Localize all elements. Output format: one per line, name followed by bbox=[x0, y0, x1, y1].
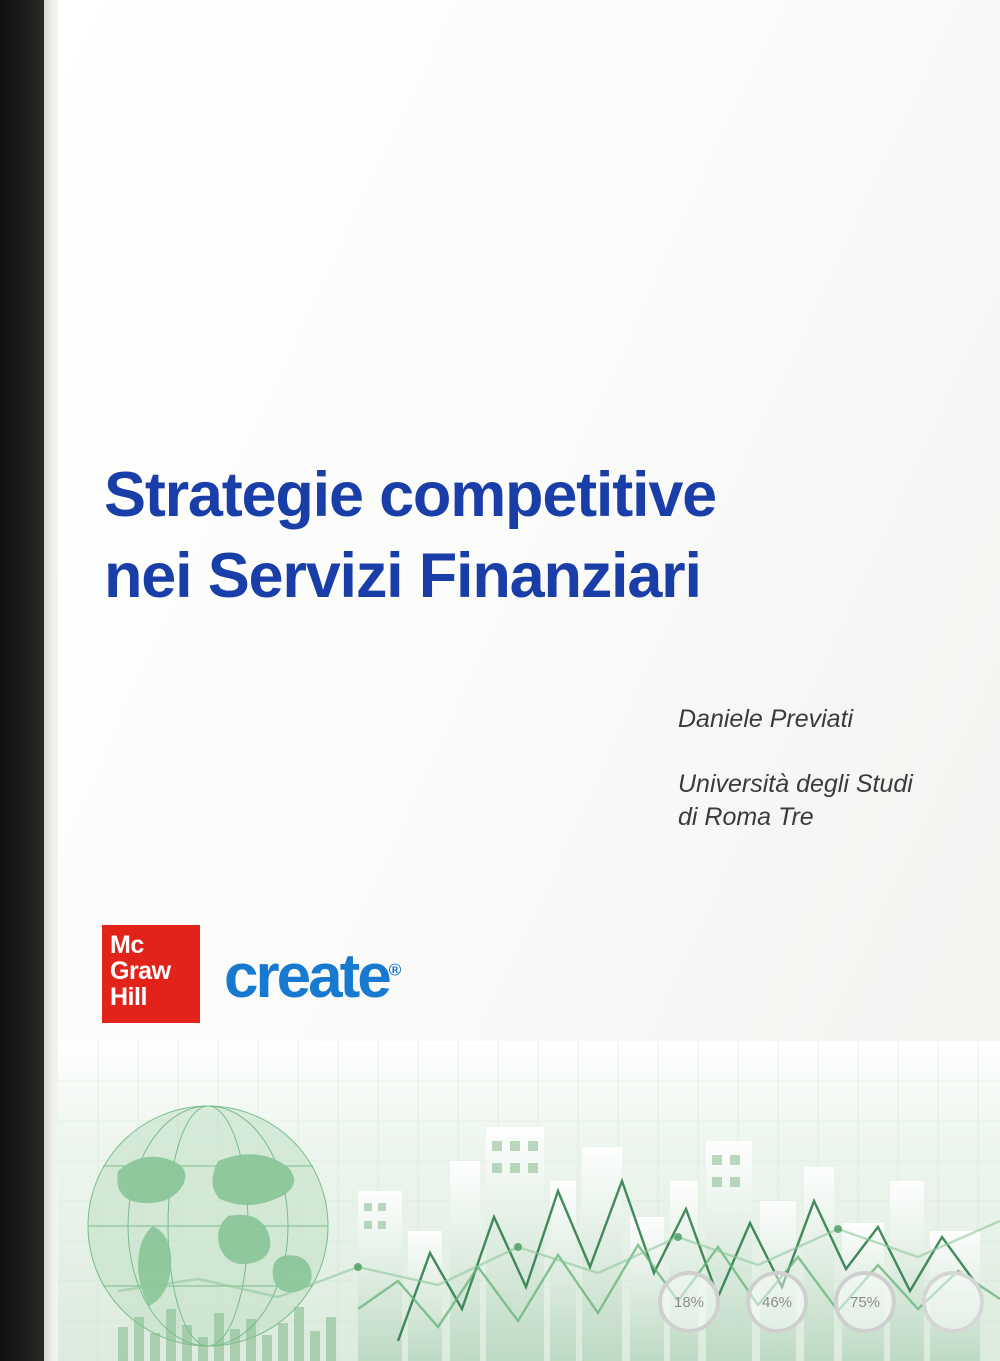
mcgraw-hill-mark bbox=[102, 925, 200, 1023]
author-affiliation-line-1: Università degli Studi bbox=[678, 770, 913, 798]
mcgraw-hill-mark-line-2: Graw bbox=[110, 957, 171, 985]
percent-badge-2: 46% bbox=[746, 1271, 808, 1333]
mcgraw-hill-mark-line-3: Hill bbox=[110, 983, 147, 1011]
author-name: Daniele Previati bbox=[678, 705, 854, 733]
registered-trademark-icon: ® bbox=[388, 959, 402, 979]
title-line-2: nei Servizi Finanziari bbox=[104, 540, 701, 611]
author-block bbox=[678, 705, 998, 834]
author-affiliation-line-2: di Roma Tre bbox=[678, 803, 814, 831]
create-brand bbox=[224, 941, 401, 1012]
percent-badge-1: 18% bbox=[658, 1271, 720, 1333]
globe-graphic bbox=[88, 1106, 328, 1346]
cover-page bbox=[58, 0, 1000, 1361]
book-spine bbox=[0, 0, 44, 1361]
spine-edge-shadow bbox=[44, 0, 58, 1361]
percent-badge-row bbox=[658, 1271, 984, 1333]
page-title bbox=[104, 455, 984, 616]
title-line-1: Strategie competitive bbox=[104, 460, 716, 530]
percent-badge-3: 75% bbox=[834, 1271, 896, 1333]
percent-badge-4 bbox=[922, 1271, 984, 1333]
cover-artwork bbox=[58, 1041, 1000, 1361]
create-brand-text: create bbox=[224, 941, 389, 1011]
mcgraw-hill-mark-line-1: Mc bbox=[110, 931, 144, 959]
publisher-logo bbox=[102, 925, 401, 1023]
